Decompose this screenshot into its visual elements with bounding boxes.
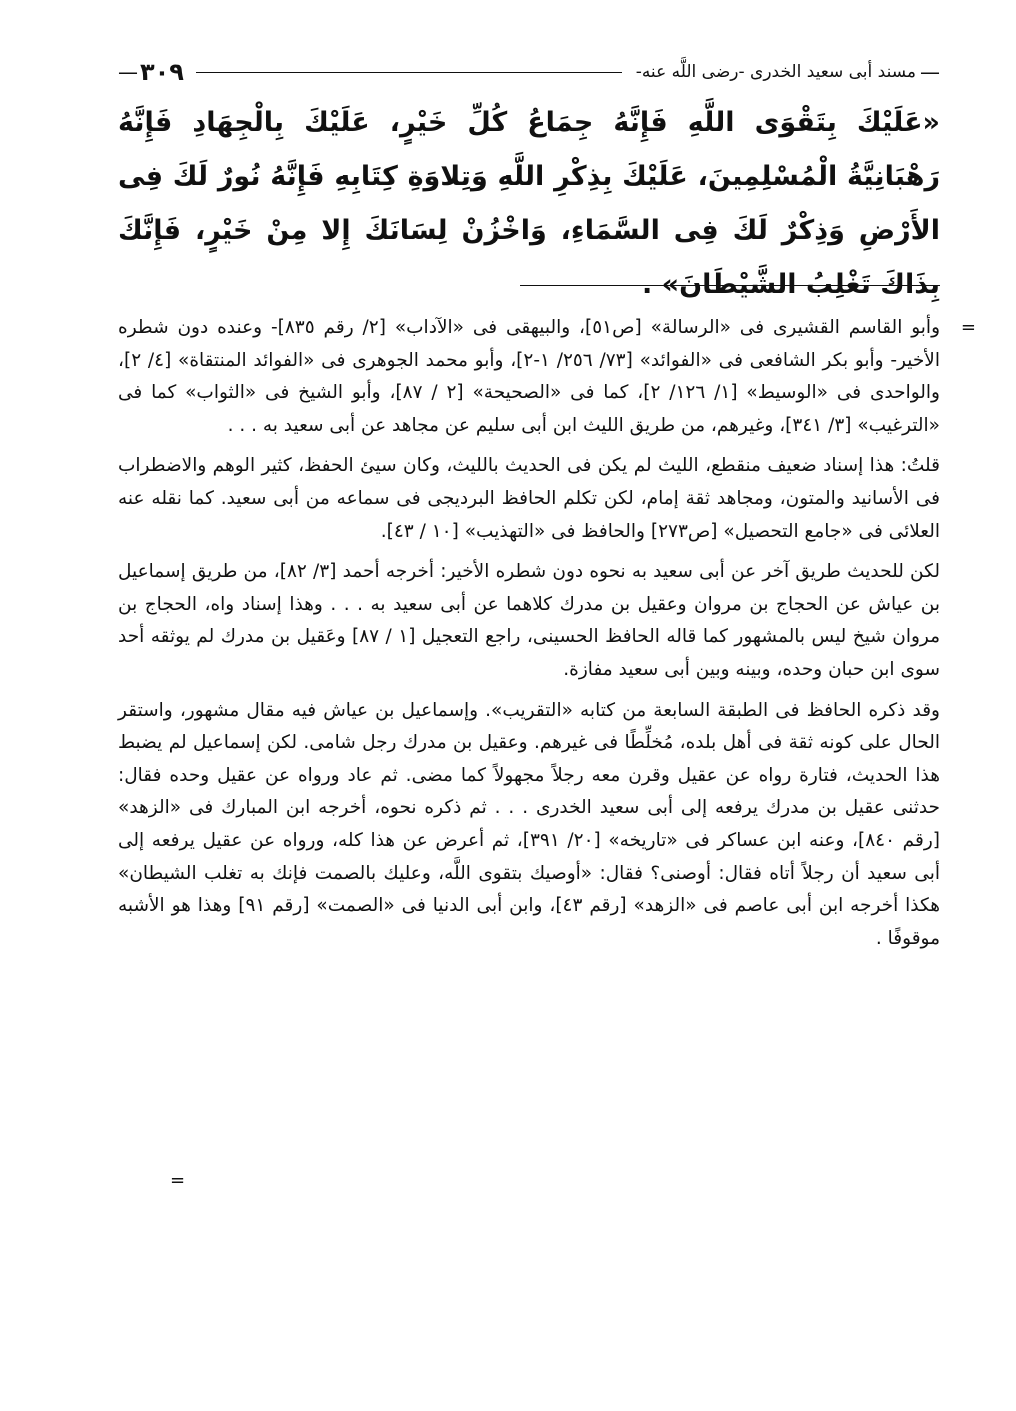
hadith-text: «عَلَيْكَ بِتَقْوَى اللَّهِ فَإِنَّهُ جِمَاعُ كُلِّ خَيْرٍ، عَلَيْكَ بِالْجِهَادِ فَإِنَّهُ رَهْبَانِيَّةُ الْمُسْلِمِينَ، عَلَيْكَ بِذِكْرِ اللَّهِ وَتِلاوَةِ كِتَابِهِ فَإِنَّهُ نُورٌ لَكَ فِى الأَرْضِ وَذِكْرٌ لَكَ فِى السَّمَاءِ، وَاخْزُنْ لِسَانَكَ إِلا مِنْ خَيْرٍ، فَإِنَّكَ بِذَاكَ تَغْلِبُ الشَّيْطَانَ» . — [118, 107, 940, 300]
continuation-mark: = — [960, 317, 976, 338]
footnote-paragraph-4: وقد ذكره الحافظ فى الطبقة السابعة من كتابه «التقريب». وإسماعيل بن عياش فيه مقال مشهور، واستقر الحال على كونه ثقة فى أهل بلده، مُخلِّطًا فى غيرهم. وعقيل بن مدرك رجل شامى. لكن إسماعيل لم يضبط هذا الحديث، فتارة رواه عن عقيل وقرن معه رجلاً مجهولاً كما مضى. ثم عاد ورواه عن عقيل وحده فقال: حدثنى عقيل بن مدرك يرفعه إلى أبى سعيد الخدرى . . . ثم ذكره نحوه، أخرجه ابن المبارك فى «الزهد» [رقم ٨٤٠]، وعنه ابن عساكر فى «تاريخه» [٢٠/ ٣٩١]، ثم أعرض عن هذا كله، ورواه عن عقيل يرفعه إلى أبى سعيد أن رجلاً أتاه فقال: أوصنى؟ فقال: «أوصيك بتقوى اللَّه، وعليك بالصمت فإنك به تغلب الشيطان» هكذا أخرجه ابن أبى عاصم فى «الزهد» [رقم ٤٣]، وابن أبى الدنيا فى «الصمت» [رقم ٩١] وهذا هو الأشبه موقوفًا . — [118, 699, 940, 949]
end-continuation-mark: = — [170, 1170, 186, 1191]
page-number: ٣٠٩ — [140, 58, 184, 86]
footnotes — [118, 312, 976, 963]
header-dash-right: — — [920, 60, 940, 84]
footnote-separator — [520, 285, 940, 286]
header-title: مسند أبى سعيد الخدرى -رضى اللَّه عنه- — [635, 62, 916, 82]
footnote-paragraph-3: لكن للحديث طريق آخر عن أبى سعيد به نحوه دون شطره الأخير: أخرجه أحمد [٣/ ٨٢]، من طريق إسماعيل بن عياش عن الحجاج بن مروان وعقيل بن مدرك كلاهما عن أبى سعيد به . . . وهذا إسناد واه، الحجاج بن مروان شيخ ليس بالمشهور كما قاله الحافظ الحسينى، راجع التعجيل [١ / ٨٧] وعَقيل بن مدرك لم يوثقه أحد سوى ابن حبان وحده، وبينه وبين أبى سعيد مفازة. — [118, 561, 941, 680]
footnote-paragraph-1 — [118, 312, 976, 442]
header-dash-left: — — [118, 60, 138, 84]
footnote-text-1: وأبو القاسم القشيرى فى «الرسالة» [ص٥١]، والبيهقى فى «الآداب» [٢/ رقم ٨٣٥]- وعنده دون شطره الأخير- وأبو بكر الشافعى فى «الفوائد» [٧٣/ ٢٥٦/ ١-٢]، وأبو محمد الجوهرى فى «الفوائد المنتقاة» [٤/ ٢]، والواحدى فى «الوسيط» [١/ ١٢٦/ ٢]، كما فى «الصحيحة» [٢ / ٨٧]، وأبو الشيخ فى «الثواب» كما فى «الترغيب» [٣/ ٣٤١]، وغيرهم، من طريق الليث ابن أبى سليم عن مجاهد عن أبى سعيد به . . . — [118, 317, 941, 436]
running-header — [118, 52, 940, 92]
header-rule — [196, 72, 622, 73]
footnote-paragraph-2: قلتُ: هذا إسناد ضعيف منقطع، الليث لم يكن فى الحديث بالليث، وكان سيئ الحفظ، كثير الوهم والاضطراب فى الأسانيد والمتون، ومجاهد ثقة إمام، لكن تكلم الحافظ البرديجى فى سماعه من أبى سعيد. كما نقله عنه العلائى فى «جامع التحصيل» [ص٢٧٣] والحافظ فى «التهذيب» [١٠ / ٤٣]. — [118, 455, 940, 542]
